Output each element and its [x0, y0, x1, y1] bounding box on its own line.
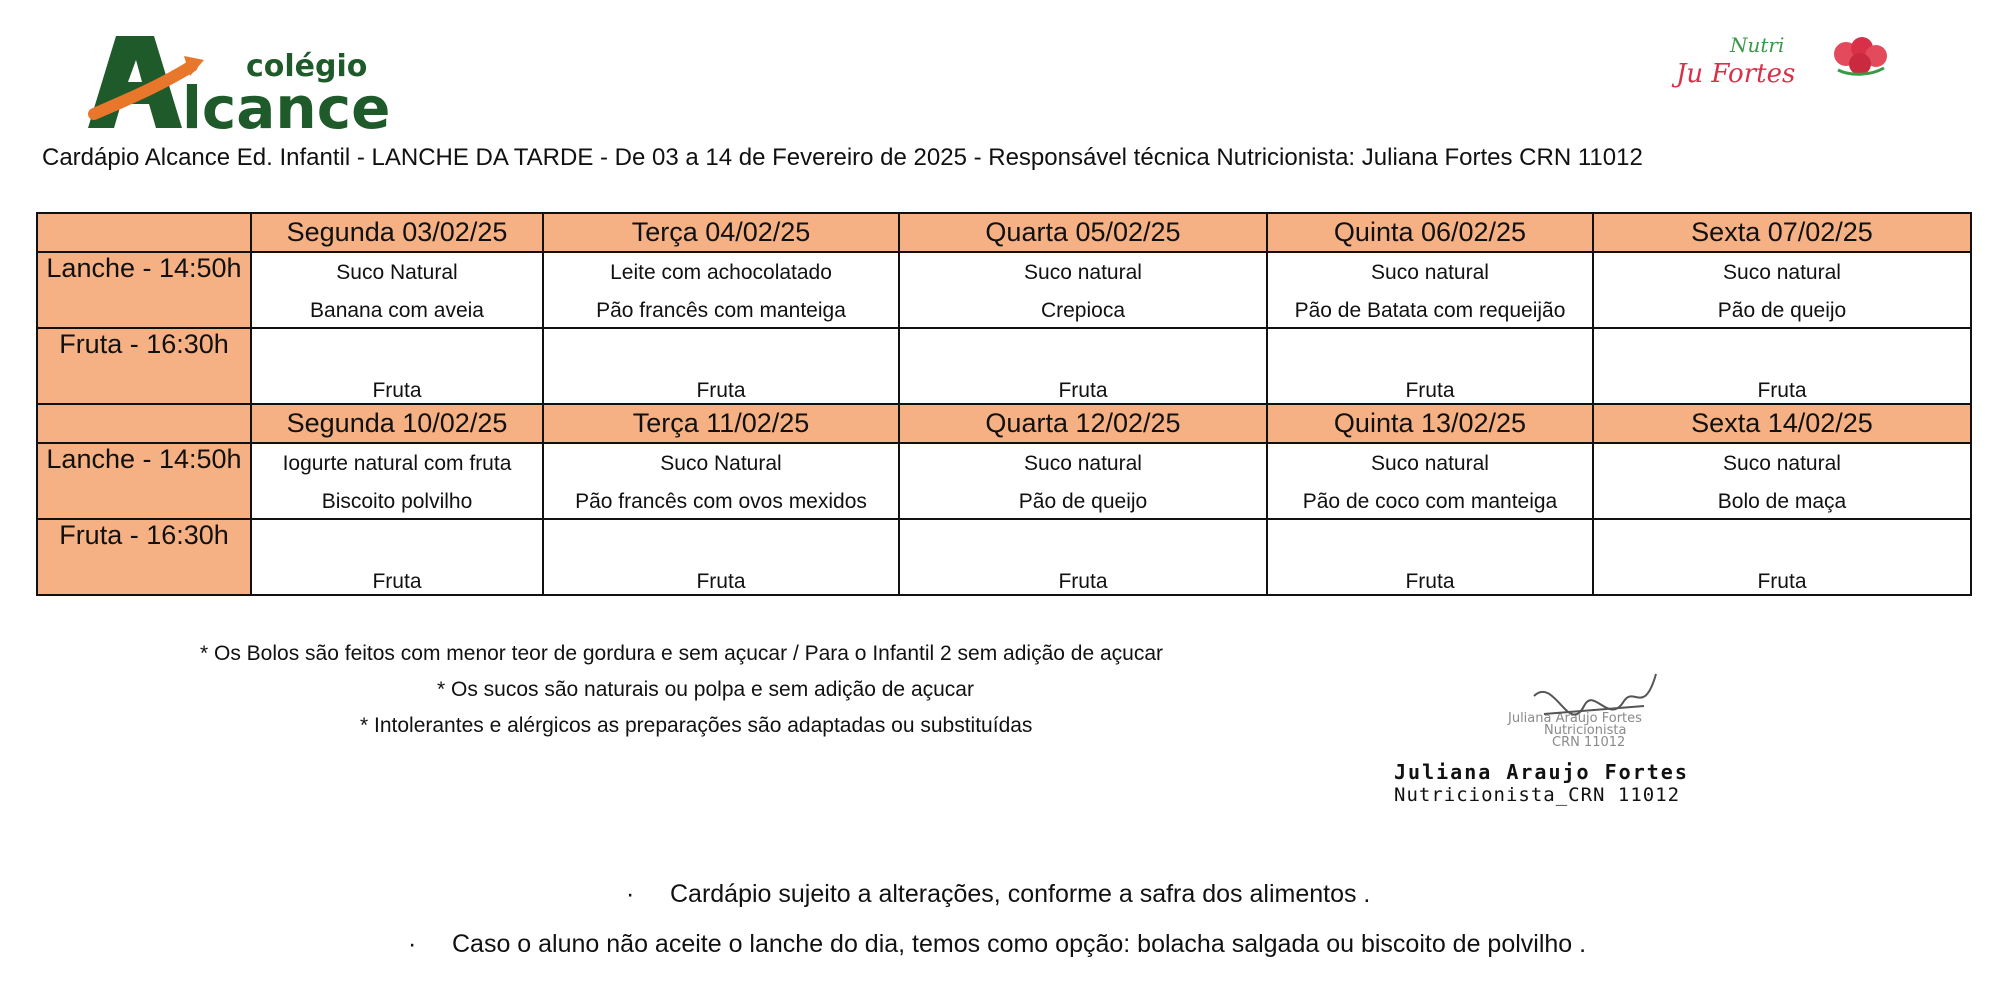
fruta-cell: Fruta — [251, 328, 543, 404]
day-header: Segunda 10/02/25 — [251, 404, 543, 443]
day-header: Sexta 14/02/25 — [1593, 404, 1971, 443]
lanche-cell: Iogurte natural com fruta Biscoito polvilho — [251, 443, 543, 519]
fruta-cell: Fruta — [899, 328, 1267, 404]
footer-line-2 — [408, 930, 1586, 959]
day-header: Quinta 13/02/25 — [1267, 404, 1593, 443]
bullet-icon: · — [626, 880, 635, 908]
day-header: Quinta 06/02/25 — [1267, 213, 1593, 252]
week-2-header-row — [37, 404, 1971, 443]
week-1-lanche-row — [37, 252, 1971, 328]
note-sucos: * Os sucos são naturais ou polpa e sem adição de açucar — [437, 678, 974, 701]
fruta-cell: Fruta — [543, 328, 899, 404]
lanche-cell: Suco natural Pão de Batata com requeijão — [1267, 252, 1593, 328]
week-2-lanche-row — [37, 443, 1971, 519]
week-1-header-row — [37, 213, 1971, 252]
lanche-cell: Suco natural Crepioca — [899, 252, 1267, 328]
fruta-label: Fruta - 16:30h — [37, 519, 251, 595]
lanche-cell: Leite com achocolatado Pão francês com manteiga — [543, 252, 899, 328]
footer-text: Caso o aluno não aceite o lanche do dia, temos como opção: bolacha salgada ou biscoito de polvilho . — [452, 930, 1587, 958]
signature-scribble — [1534, 674, 1656, 715]
logo-word-alcance: lcance — [182, 74, 391, 140]
day-header: Sexta 07/02/25 — [1593, 213, 1971, 252]
colegio-alcance-logo — [86, 30, 446, 140]
fruta-cell: Fruta — [1267, 328, 1593, 404]
fruta-cell: Fruta — [1267, 519, 1593, 595]
bullet-icon: · — [408, 930, 417, 958]
lanche-cell: Suco natural Pão de queijo — [899, 443, 1267, 519]
signature-name: Juliana Araujo Fortes — [1394, 760, 1689, 784]
lanche-cell: Suco natural Bolo de maça — [1593, 443, 1971, 519]
stamp-line-name: Juliana Araujo Fortes — [1508, 711, 1642, 726]
lanche-cell: Suco Natural Pão francês com ovos mexidos — [543, 443, 899, 519]
day-header: Quarta 12/02/25 — [899, 404, 1267, 443]
fruta-cell: Fruta — [1593, 328, 1971, 404]
lanche-cell: Suco natural Pão de queijo — [1593, 252, 1971, 328]
blank-header-cell — [37, 404, 251, 443]
day-header: Quarta 05/02/25 — [899, 213, 1267, 252]
fruta-cell: Fruta — [251, 519, 543, 595]
menu-header-title: Cardápio Alcance Ed. Infantil - LANCHE DA TARDE - De 03 a 14 de Fevereiro de 2025 - Responsável técnica Nutricionista: Juliana Fortes CRN 11012 — [42, 144, 1643, 171]
fruta-cell: Fruta — [1593, 519, 1971, 595]
week-2-fruta-row — [37, 519, 1971, 595]
footer-line-1 — [626, 880, 1370, 909]
note-intolerantes: * Intolerantes e alérgicos as preparações são adaptadas ou substituídas — [360, 714, 1033, 737]
lanche-cell: Suco Natural Banana com aveia — [251, 252, 543, 328]
day-header: Terça 04/02/25 — [543, 213, 899, 252]
signature-title: Nutricionista_CRN 11012 — [1394, 784, 1681, 806]
footer-text: Cardápio sujeito a alterações, conforme a safra dos alimentos . — [670, 880, 1371, 908]
rose-icon — [1834, 37, 1887, 75]
fruta-cell: Fruta — [543, 519, 899, 595]
note-bolos: * Os Bolos são feitos com menor teor de gordura e sem açucar / Para o Infantil 2 sem adição de açucar — [200, 642, 1163, 665]
week-1-fruta-row — [37, 328, 1971, 404]
nutri-ju-fortes-logo — [1670, 30, 1920, 90]
fruta-label: Fruta - 16:30h — [37, 328, 251, 404]
lanche-label: Lanche - 14:50h — [37, 443, 251, 519]
logo-nutri-text: Nutri — [1730, 33, 1785, 57]
day-header: Segunda 03/02/25 — [251, 213, 543, 252]
lanche-label: Lanche - 14:50h — [37, 252, 251, 328]
stamp-line-title: Nutricionista — [1544, 723, 1627, 738]
menu-table — [36, 212, 1972, 596]
logo-word-colegio: colégio — [246, 49, 368, 84]
stamp-line-crn: CRN 11012 — [1552, 735, 1626, 750]
logo-ju-fortes-text: Ju Fortes — [1676, 59, 1796, 89]
blank-header-cell — [37, 213, 251, 252]
day-header: Terça 11/02/25 — [543, 404, 899, 443]
lanche-cell: Suco natural Pão de coco com manteiga — [1267, 443, 1593, 519]
fruta-cell: Fruta — [899, 519, 1267, 595]
